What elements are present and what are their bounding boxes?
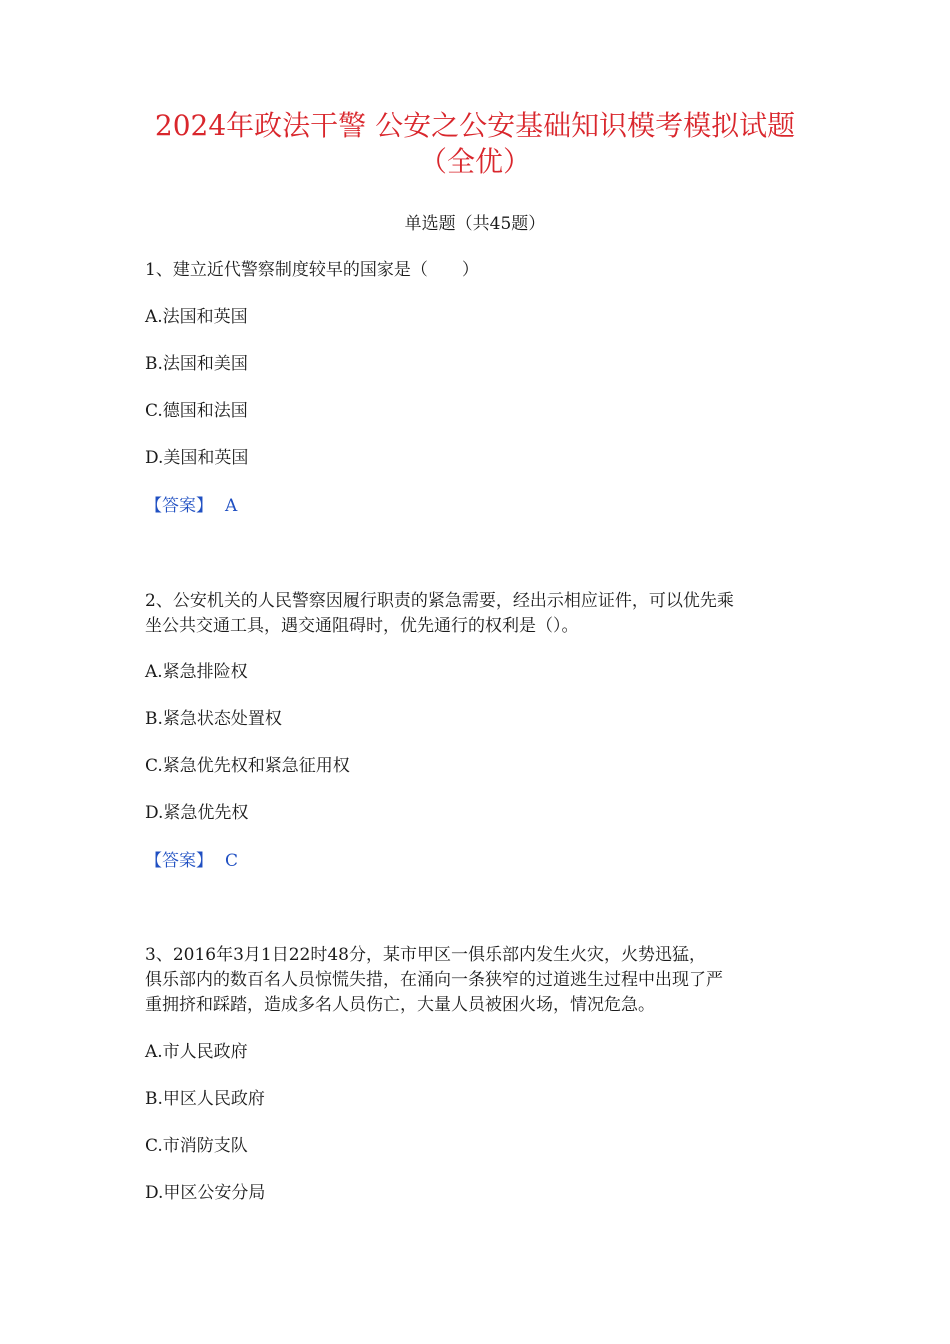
- question-2-text-line2: 坐公共交通工具，遇交通阻碍时，优先通行的权利是（）。: [145, 616, 579, 636]
- question-2-option-a: A.紧急排险权: [145, 662, 248, 682]
- question-3-option-d: D.甲区公安分局: [145, 1183, 266, 1203]
- question-3-option-b: B.甲区人民政府: [145, 1089, 265, 1109]
- question-1-option-d: D.美国和英国: [145, 448, 249, 468]
- question-2-answer: [145, 849, 238, 873]
- answer-value: C: [225, 851, 239, 871]
- question-2-option-d: D.紧急优先权: [145, 803, 249, 823]
- document-title-line1: 2024年政法干警 公安之公安基础知识模考模拟试题: [154, 109, 796, 142]
- question-3-text-line1: 3、2016年3月1日22时48分，某市甲区一俱乐部内发生火灾，火势迅猛，: [145, 945, 706, 965]
- section-heading: 单选题（共45题）: [404, 214, 546, 234]
- question-3-text-line3: 重拥挤和踩踏，造成多名人员伤亡，大量人员被困火场，情况危急。: [145, 995, 655, 1015]
- question-1-answer: [145, 494, 237, 518]
- question-1-text: 1、建立近代警察制度较早的国家是（ ）: [145, 260, 479, 280]
- document-title-line2: （全优）: [418, 145, 531, 178]
- answer-label: 【答案】: [145, 851, 213, 871]
- question-3-option-a: A.市人民政府: [145, 1042, 248, 1062]
- question-2-option-b: B.紧急状态处置权: [145, 709, 282, 729]
- question-1-option-a: A.法国和英国: [145, 307, 248, 327]
- question-3-option-c: C.市消防支队: [145, 1136, 248, 1156]
- answer-value: A: [225, 496, 238, 516]
- question-1-option-c: C.德国和法国: [145, 401, 248, 421]
- question-2-option-c: C.紧急优先权和紧急征用权: [145, 756, 350, 776]
- question-2-text-line1: 2、公安机关的人民警察因履行职责的紧急需要，经出示相应证件，可以优先乘: [145, 591, 734, 611]
- question-3-text-line2: 俱乐部内的数百名人员惊慌失措，在涌向一条狭窄的过道逃生过程中出现了严: [145, 970, 723, 990]
- question-1-option-b: B.法国和美国: [145, 354, 248, 374]
- answer-label: 【答案】: [145, 496, 213, 516]
